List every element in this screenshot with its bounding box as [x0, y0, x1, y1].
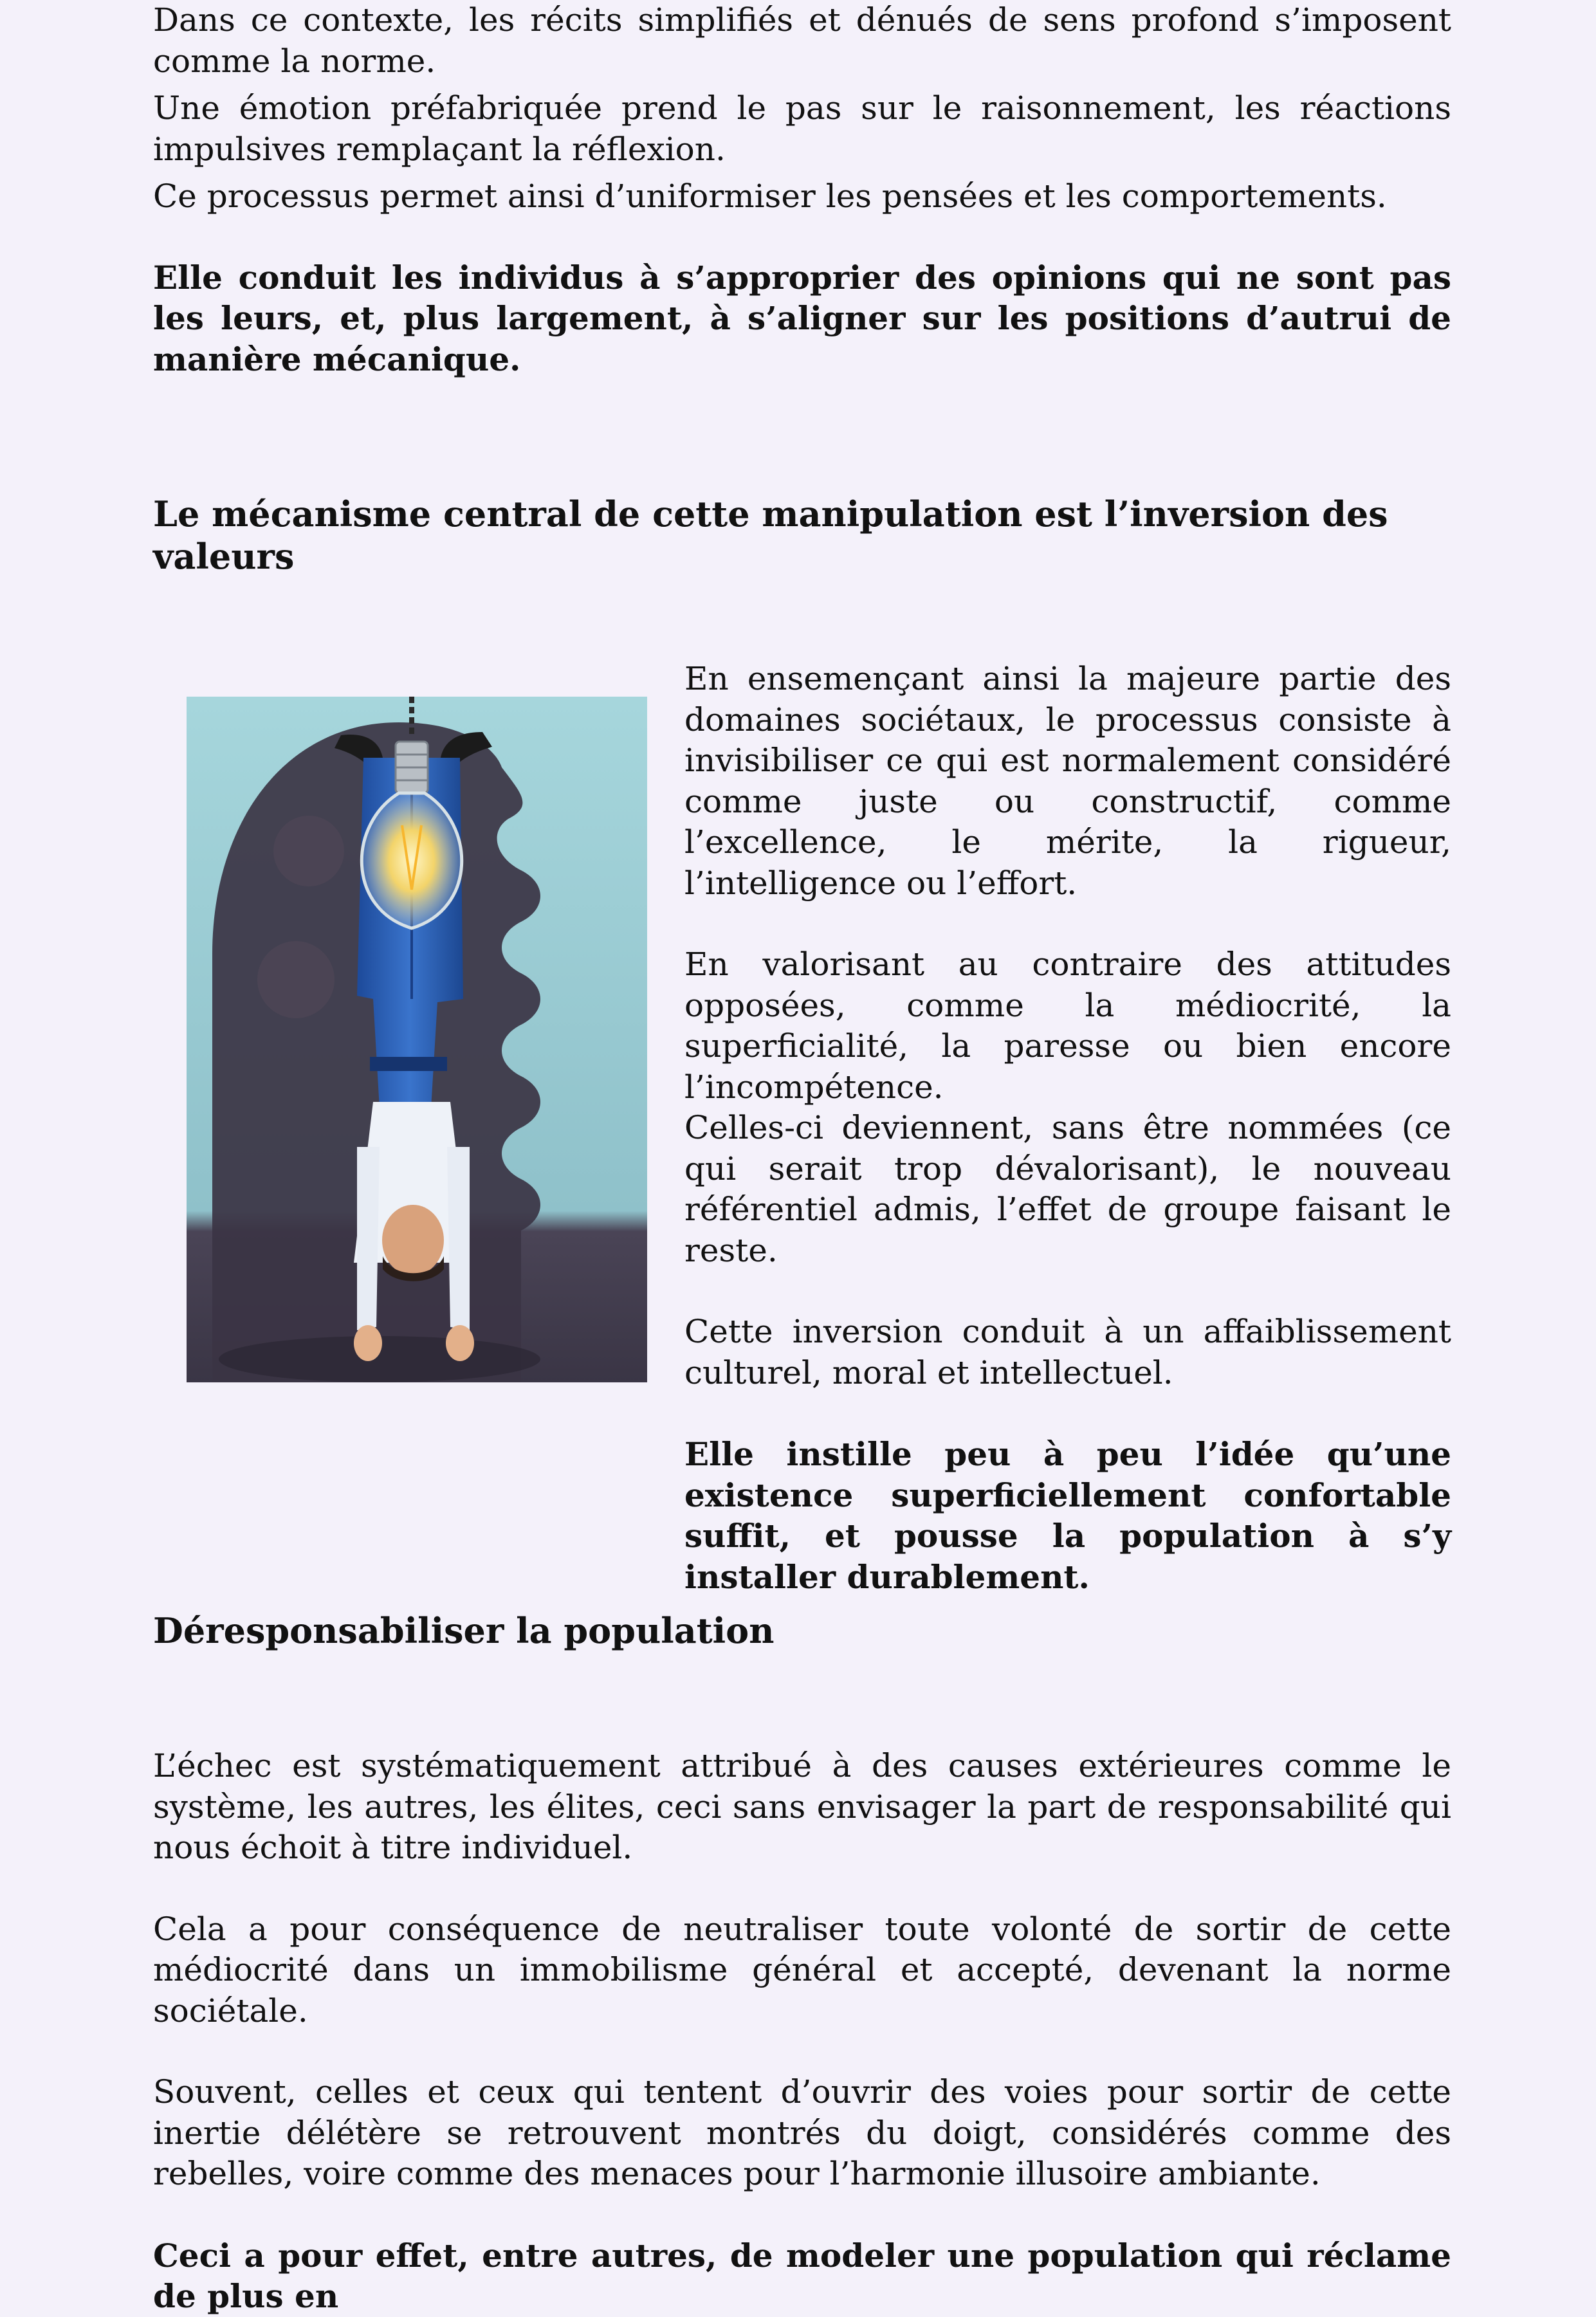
intro-bold-paragraph: Elle conduit les individus à s’approprier des opinions qui ne sont pas les leurs, et, plus largement, à s’aligner sur les positions d’autrui de manière mécanique. — [153, 258, 1451, 378]
section1-text-column — [684, 659, 1451, 1597]
section1-paragraph-3: Celles-ci deviennent, sans être nommées (ce qui serait trop dévalorisant), le nouveau référentiel admis, l’effet de groupe faisant le reste. — [684, 1109, 1451, 1269]
intro-paragraph-2: Une émotion préfabriquée prend le pas sur le raisonnement, les réactions impulsives remplaçant la réflexion. — [153, 89, 1451, 168]
intro-block — [153, 0, 1451, 380]
section2-bold-paragraph: Ceci a pour effet, entre autres, de modeler une population qui réclame de plus en — [153, 2236, 1451, 2315]
section2-heading: Déresponsabiliser la population — [153, 1610, 775, 1651]
section2-body — [153, 1746, 1451, 2317]
section2-paragraph-2: Cela a pour conséquence de neutraliser toute volonté de sortir de cette médiocrité dans un immobilisme général et accepté, devenant la norme sociétale. — [153, 1910, 1451, 2029]
section1-heading: Le mécanisme central de cette manipulation est l’inversion des valeurs — [153, 493, 1388, 577]
section2-paragraph-1: L’échec est systématiquement attribué à des causes extérieures comme le système, les autres, les élites, ceci sans envisager la part de responsabilité qui nous échoit à titre individuel. — [153, 1747, 1451, 1866]
intro-paragraph-1: Dans ce contexte, les récits simplifiés et dénués de sens profond s’imposent comme la norme. — [153, 1, 1451, 80]
section1-paragraph-2: En valorisant au contraire des attitudes opposées, comme la médiocrité, la superficialité, la paresse ou bien encore l’incompétence. — [684, 946, 1451, 1106]
section1-bold-paragraph: Elle instille peu à peu l’idée qu’une existence superficiellement confortable suffit, et pousse la population à s’y installer durablement. — [684, 1435, 1451, 1596]
section2-paragraph-3: Souvent, celles et ceux qui tentent d’ouvrir des voies pour sortir de cette inertie délétère se retrouvent montrés du doigt, considérés comme des rebelles, voire comme des menaces pour l’harmonie illusoire ambiante. — [153, 2073, 1451, 2192]
section1-paragraph-1: En ensemençant ainsi la majeure partie des domaines sociétaux, le processus consiste à invisibiliser ce qui est normalement considéré comme juste ou constructif, comme l’excellence, le mérite, la rigueur, l’intelligence ou l’effort. — [684, 660, 1451, 902]
intro-paragraph-3: Ce processus permet ainsi d’uniformiser les pensées et les comportements. — [153, 178, 1387, 215]
section2-heading-block — [153, 1609, 1451, 1652]
section1-heading-block — [153, 493, 1451, 578]
upside-down-man-illustration — [187, 697, 647, 1382]
section1-paragraph-4: Cette inversion conduit à un affaiblissement culturel, moral et intellectuel. — [684, 1313, 1451, 1391]
